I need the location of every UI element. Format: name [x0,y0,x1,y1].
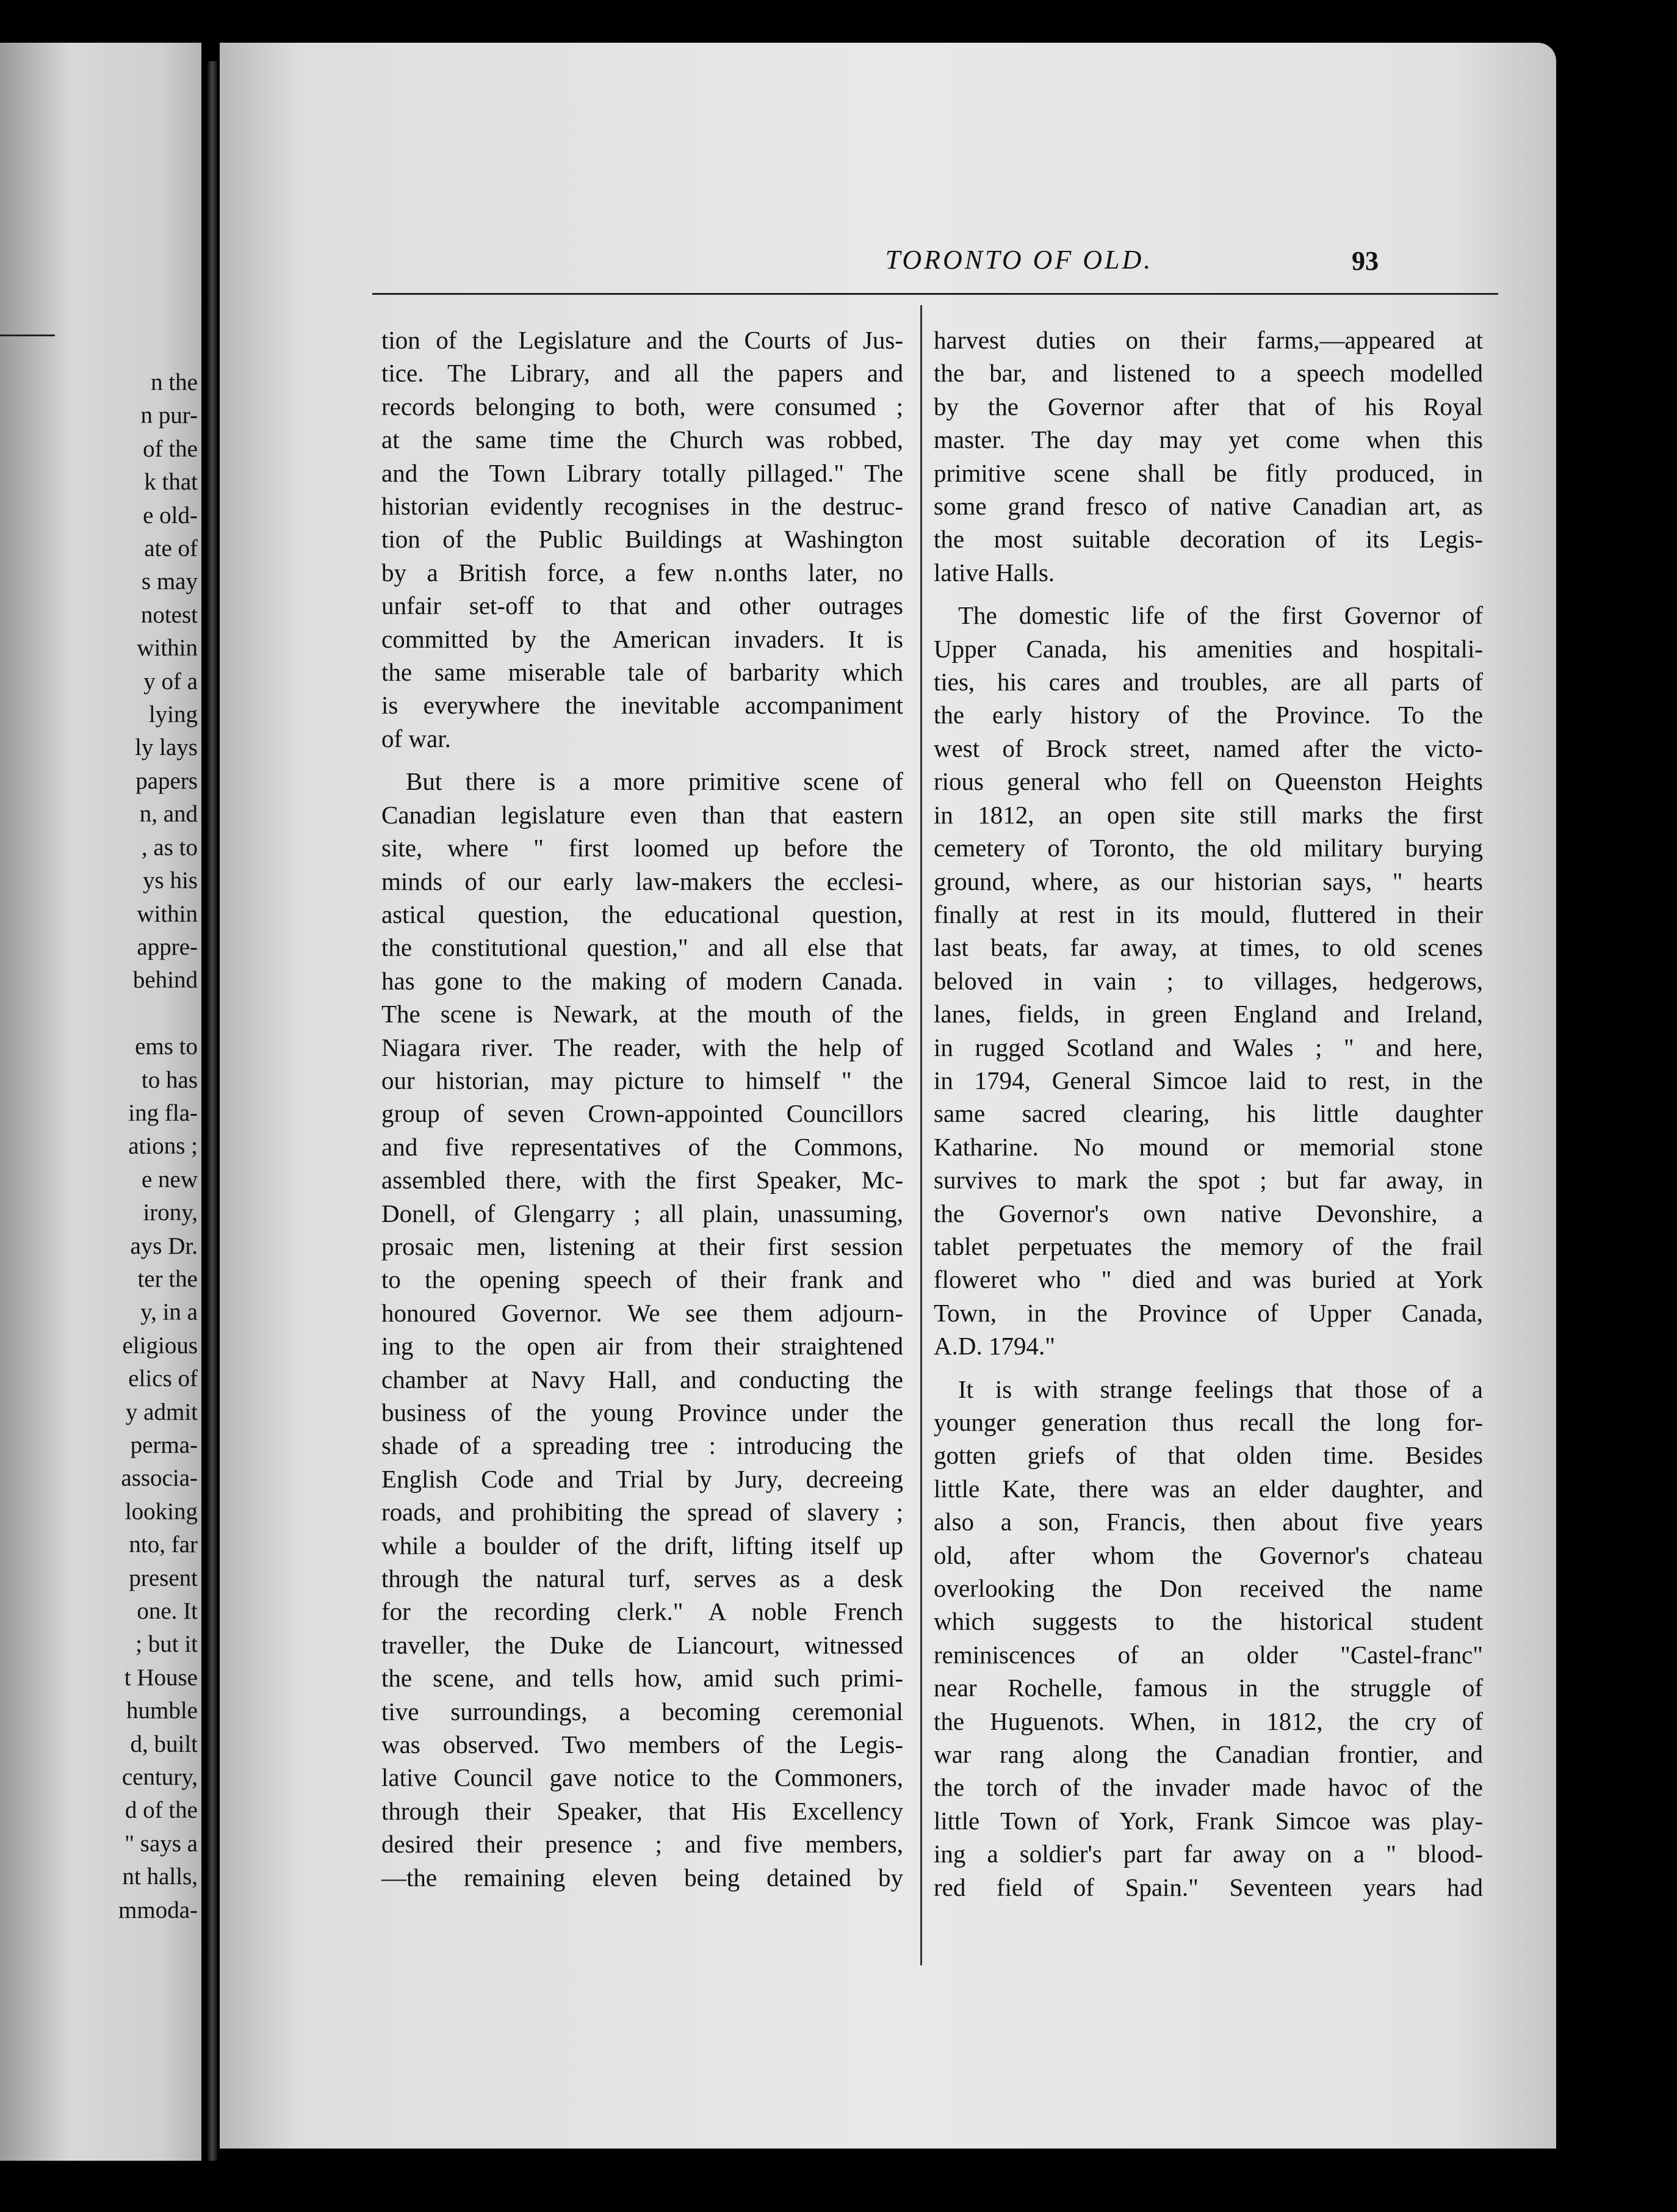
facing-page-line: behind [132,967,198,994]
text-line: of war. [381,724,451,753]
text-line: lanes, fields, in green England and Ireland, [934,1000,1483,1028]
facing-page-line: perma- [130,1432,198,1458]
text-line: committed by the American invaders. It is [381,624,903,653]
text-line: and five representatives of the Commons, [381,1132,903,1161]
text-line: was observed. Two members of the Legis- [381,1730,903,1759]
text-line: site, where " first loomed up before the [381,834,903,862]
facing-page-line: t House [124,1664,198,1691]
text-line: tion of the Legislature and the Courts of Jus- [381,326,903,354]
text-line: has gone to the making of modern Canada. [381,966,903,995]
text-line: while a boulder of the drift, lifting itself up [381,1531,903,1560]
facing-page-line: ys his [143,867,198,894]
facing-page-line [118,997,198,1030]
text-line: English Code and Trial by Jury, decreeing [381,1464,903,1493]
text-line: A.D. 1794." [934,1332,1055,1361]
facing-page-fragment [0,43,201,2161]
paragraph-gap [934,1363,1483,1373]
text-line: assembled there, with the first Speaker, Mc- [381,1166,903,1195]
facing-page-line: " says a [124,1830,198,1857]
text-line: historian evidently recognises in the destruc- [381,492,903,521]
text-line: Katharine. No mound or memorial stone [934,1132,1483,1161]
facing-page-line: y of a [143,668,198,695]
text-line: chamber at Navy Hall, and conducting the [381,1365,903,1393]
text-line: in 1812, an open site still marks the first [934,800,1483,829]
facing-page-line: , as to [141,834,198,861]
text-line: ing to the open air from their straightened [381,1332,903,1361]
facing-page-line: s may [141,568,198,595]
facing-page-line: nto, far [129,1531,198,1558]
text-line: in rugged Scotland and Wales ; " and here, [934,1033,1483,1061]
text-line: some grand fresco of native Canadian art, as [934,492,1483,521]
text-line: records belonging to both, were consumed ; [381,392,903,421]
text-line: the bar, and listened to a speech modelled [934,359,1483,388]
text-line: west of Brock street, named after the victo- [934,734,1483,762]
facing-page-line: looking [124,1498,198,1525]
book-spine [207,61,217,2161]
column-divider [920,305,922,1965]
text-line: last beats, far away, at times, to old scenes [934,933,1483,962]
text-line: master. The day may yet come when this [934,425,1483,454]
paragraph-gap [381,755,903,765]
facing-page-line: ate of [144,535,198,562]
text-line: red field of Spain." Seventeen years had [934,1873,1483,1901]
text-line: by a British force, a few n.onths later, no [381,558,903,587]
text-line: younger generation thus recall the long for- [934,1408,1483,1436]
text-line: cemetery of Toronto, the old military burying [934,834,1483,862]
facing-page-line: n, and [139,801,198,828]
facing-page-line: mmoda- [118,1896,198,1923]
text-line: is everywhere the inevitable accompaniment [381,691,903,720]
running-title: TORONTO OF OLD. [885,245,1153,275]
text-line: It is with strange feelings that those of a [958,1375,1483,1403]
facing-page-line: n the [151,369,198,396]
left-text-column [381,323,903,1894]
text-line: gotten griefs of that olden time. Besides [934,1441,1483,1470]
text-line: beloved in vain ; to villages, hedgerows, [934,966,1483,995]
text-line: harvest duties on their farms,—appeared at [934,326,1483,354]
text-line: by the Governor after that of his Royal [934,392,1483,421]
facing-page-line: n pur- [140,402,198,429]
facing-page-line: ations ; [128,1133,198,1160]
facing-page-line: of the [143,435,198,462]
facing-page-line: nt halls, [122,1863,198,1890]
text-line: tice. The Library, and all the papers and [381,359,903,388]
right-text-column [934,323,1483,1904]
text-line: which suggests to the historical student [934,1607,1483,1636]
book-page [220,43,1556,2149]
facing-page-line: century, [121,1764,198,1791]
facing-page-line: ter the [137,1265,198,1292]
facing-page-line: ing fla- [128,1099,198,1126]
facing-page-text [118,366,198,1927]
text-line: finally at rest in its mould, fluttered in their [934,900,1483,928]
page-number: 93 [1352,246,1379,276]
facing-page-line: ays Dr. [130,1232,198,1259]
facing-page-line: notest [140,601,198,628]
text-line: overlooking the Don received the name [934,1574,1483,1603]
text-line: Niagara river. The reader, with the help of [381,1033,903,1061]
facing-page-line: eligious [122,1332,198,1359]
text-line: unfair set-off to that and other outrages [381,591,903,620]
text-line: traveller, the Duke de Liancourt, witnessed [381,1630,903,1659]
facing-page-line: within [137,900,198,927]
facing-page-line: associa- [121,1465,198,1492]
text-line: the Governor's own native Devonshire, a [934,1199,1483,1227]
text-line: little Kate, there was an elder daughter, and [934,1474,1483,1503]
text-line: floweret who " died and was buried at York [934,1265,1483,1294]
facing-page-line: e old- [143,502,198,529]
text-line: Town, in the Province of Upper Canada, [934,1298,1483,1327]
text-line: rious general who fell on Queenston Heights [934,767,1483,796]
facing-page-line: ly lays [135,734,198,761]
text-line: our historian, may picture to himself " the [381,1066,903,1094]
facing-page-line: d, built [130,1730,198,1757]
text-line: in 1794, General Simcoe laid to rest, in the [934,1066,1483,1094]
facing-page-line: papers [135,767,198,794]
text-line: at the same time the Church was robbed, [381,425,903,454]
text-line: near Rochelle, famous in the struggle of [934,1674,1483,1702]
text-line: Upper Canada, his amenities and hospitali- [934,634,1483,663]
text-line: Donell, of Glengarry ; all plain, unassuming, [381,1199,903,1227]
text-line: prosaic men, listening at their first session [381,1232,903,1260]
text-line: —the remaining eleven being detained by [381,1863,903,1892]
text-line: through their Speaker, that His Excellency [381,1796,903,1825]
text-line: tablet perpetuates the memory of the frail [934,1232,1483,1260]
facing-page-line: e new [141,1166,198,1193]
text-line: desired their presence ; and five members, [381,1830,903,1859]
text-line: astical question, the educational question, [381,900,903,928]
text-line: same sacred clearing, his little daughter [934,1099,1483,1128]
text-line: honoured Governor. We see them adjourn- [381,1298,903,1327]
text-line: But there is a more primitive scene of [406,767,903,796]
text-line: the same miserable tale of barbarity which [381,658,903,687]
facing-page-line: elics of [128,1365,198,1392]
text-line: the early history of the Province. To the [934,701,1483,729]
text-line: and the Town Library totally pillaged." The [381,458,903,487]
facing-page-rule [0,334,55,336]
facing-page-line: y admit [125,1398,198,1425]
facing-page-line: ems to [135,1033,198,1060]
text-line: lative Halls. [934,558,1055,587]
text-line: ing a soldier's part far away on a " blood- [934,1840,1483,1868]
text-line: through the natural turf, serves as a desk [381,1564,903,1593]
facing-page-line: present [129,1564,198,1591]
facing-page-line: appre- [137,933,198,960]
facing-page-line: d of the [124,1797,198,1824]
facing-page-line: irony, [143,1199,198,1226]
text-line: to the opening speech of their frank and [381,1265,903,1294]
text-line: war rang along the Canadian frontier, and [934,1740,1483,1769]
facing-page-line: within [137,635,198,662]
text-line: business of the young Province under the [381,1398,903,1426]
facing-page-line: ; but it [135,1631,198,1658]
text-line: old, after whom the Governor's chateau [934,1541,1483,1569]
text-line: the torch of the invader made havoc of the [934,1773,1483,1802]
text-line: group of seven Crown-appointed Councillors [381,1099,903,1128]
text-line: lative Council gave notice to the Commoners, [381,1763,903,1792]
text-line: minds of our early law-makers the ecclesi- [381,867,903,895]
text-line: Canadian legislature even than that eastern [381,800,903,829]
text-line: also a son, Francis, then about five years [934,1508,1483,1536]
text-line: ground, where, as our historian says, " hearts [934,867,1483,895]
facing-page-line: humble [126,1697,198,1724]
text-line: the Huguenots. When, in 1812, the cry of [934,1707,1483,1735]
facing-page-line: to has [141,1066,198,1093]
text-line: shade of a spreading tree : introducing the [381,1431,903,1460]
facing-page-line: one. It [137,1598,198,1625]
text-line: survives to mark the spot ; but far away, in [934,1166,1483,1195]
text-line: for the recording clerk." A noble French [381,1597,903,1626]
facing-page-line: y, in a [140,1299,198,1326]
facing-page-line: k that [144,469,198,496]
header-rule [372,293,1498,295]
text-line: little Town of York, Frank Simcoe was play- [934,1806,1483,1835]
text-line: The scene is Newark, at the mouth of the [381,1000,903,1028]
text-line: roads, and prohibiting the spread of slavery ; [381,1498,903,1527]
text-line: tive surroundings, a becoming ceremonial [381,1697,903,1726]
text-line: The domestic life of the first Governor of [958,601,1483,630]
paragraph-gap [934,589,1483,599]
text-line: the constitutional question," and all else that [381,933,903,962]
text-line: reminiscences of an older "Castel-franc" [934,1640,1483,1669]
text-line: the scene, and tells how, amid such primi- [381,1664,903,1693]
text-line: primitive scene shall be fitly produced, in [934,458,1483,487]
facing-page-line: lying [148,701,198,728]
text-line: ties, his cares and troubles, are all parts of [934,668,1483,696]
text-line: tion of the Public Buildings at Washington [381,525,903,554]
text-line: the most suitable decoration of its Legis- [934,525,1483,554]
